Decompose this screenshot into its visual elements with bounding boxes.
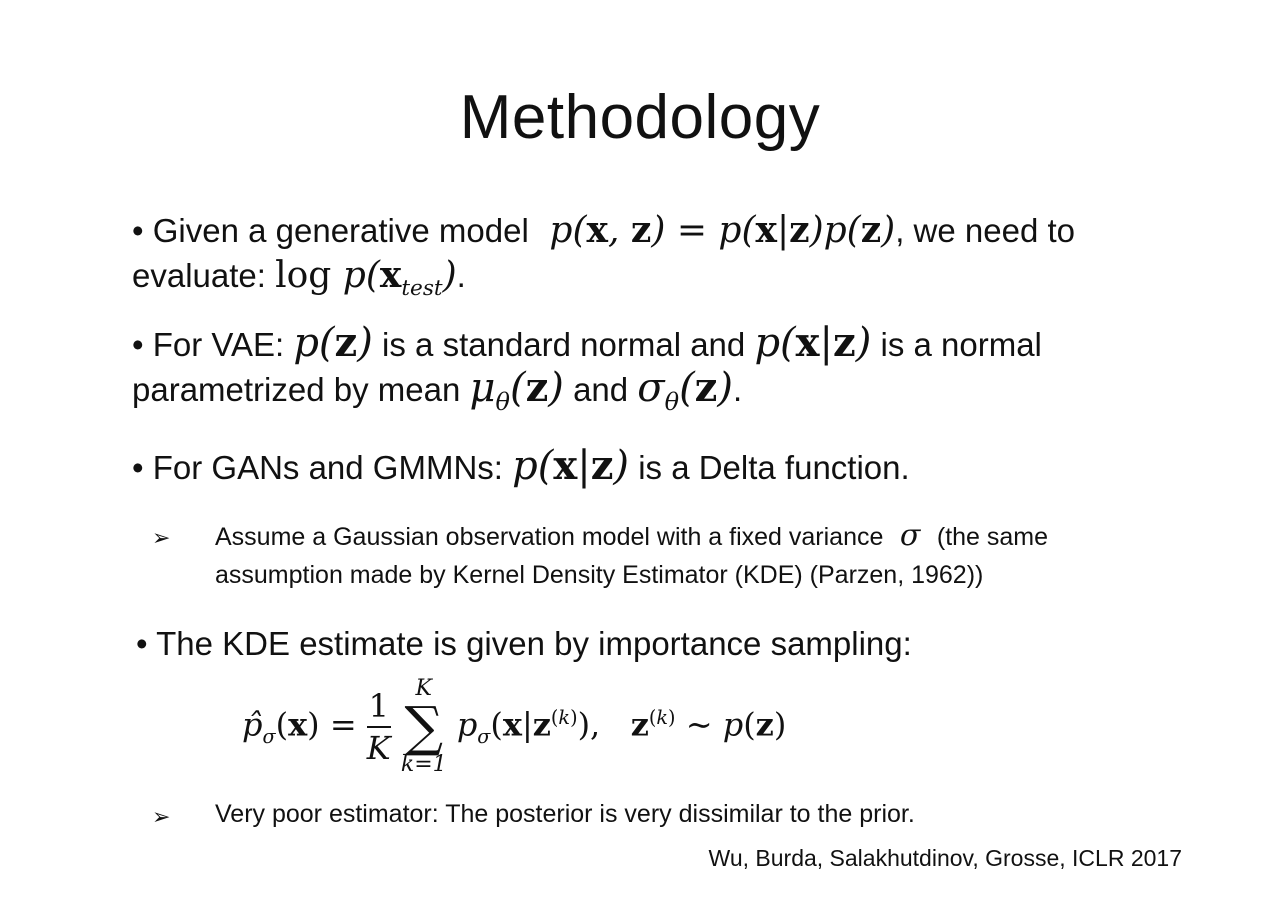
arrow-bullet-icon: ➢ [152,804,171,829]
bullet-text-end: . [456,257,466,294]
slide-title: Methodology [459,83,821,152]
bullet-marker: • [132,212,144,249]
sub-bullet-gaussian [215,520,1048,553]
bullet-kde [136,624,912,664]
sub-bullet-poor-estimator: Very poor estimator: The posterior is very dissimilar to the prior. [215,800,915,828]
prior-expression: p(z) [293,319,373,366]
sub-bullet-gaussian-line2: assumption made by Kernel Density Estimator (KDE) (Parzen, 1962)) [215,561,984,589]
bullet-text-post: is a Delta function. [638,449,910,486]
bullet-marker: • [132,326,144,363]
bullet-marker: • [132,449,144,486]
bullet-generative-model-line2 [132,255,466,309]
sub-bullet-text: Assume a Gaussian observation model with a fixed variance [215,523,884,551]
likelihood-expression: p(x|z) [512,442,630,489]
arrow-bullet-icon: ➢ [152,525,171,550]
sigma-symbol: σ [890,518,930,553]
joint-equation: p(x, z) = p(x|z)p(z) [537,209,896,251]
bullet-marker: • [136,625,148,662]
bullet-gans [132,442,910,489]
citation: Wu, Burda, Salakhutdinov, Grosse, ICLR 2017 [708,845,1182,871]
bullet-text: For VAE: [152,326,285,363]
bullet-text-post: is a normal [880,326,1042,363]
bullet-vae [132,319,1042,366]
sigma-expression: $\sigma_\theta(z)$ [637,364,733,416]
bullet-text: Given a generative model [152,212,529,249]
bullet-text: For GANs and GMMNs: [152,449,503,486]
bullet-text-and: and [573,371,629,408]
formula-sum: K ∑ k=1 [400,676,447,777]
bullet-text-mid: is a standard normal and [382,326,746,363]
bullet-text-end: . [733,371,743,408]
formula-fraction: $\frac{1}{K}$ [366,687,391,767]
kde-formula: $p̂_\sigma(x)$ = $\frac{1}{K}$ K ∑ k=1 $p_\sigma(x|z^{(k)})$, $z^{(k)}$ ∼ p(z) [242,676,787,777]
bullet-generative-model [132,210,1075,251]
likelihood-expression: p(x|z) [754,319,872,366]
bullet-text: evaluate: [132,257,266,294]
bullet-text: The KDE estimate is given by importance sampling: [156,625,912,662]
bullet-vae-line2 [132,364,743,422]
log-likelihood-expression: $\log p(x_{test})$ [275,254,457,302]
bullet-text: parametrized by mean [132,371,461,408]
bullet-text-mid: , we need to [895,212,1076,249]
sub-bullet-text-post: (the same [936,523,1049,551]
mean-expression: $\mu_\theta(z)$ [469,364,564,416]
